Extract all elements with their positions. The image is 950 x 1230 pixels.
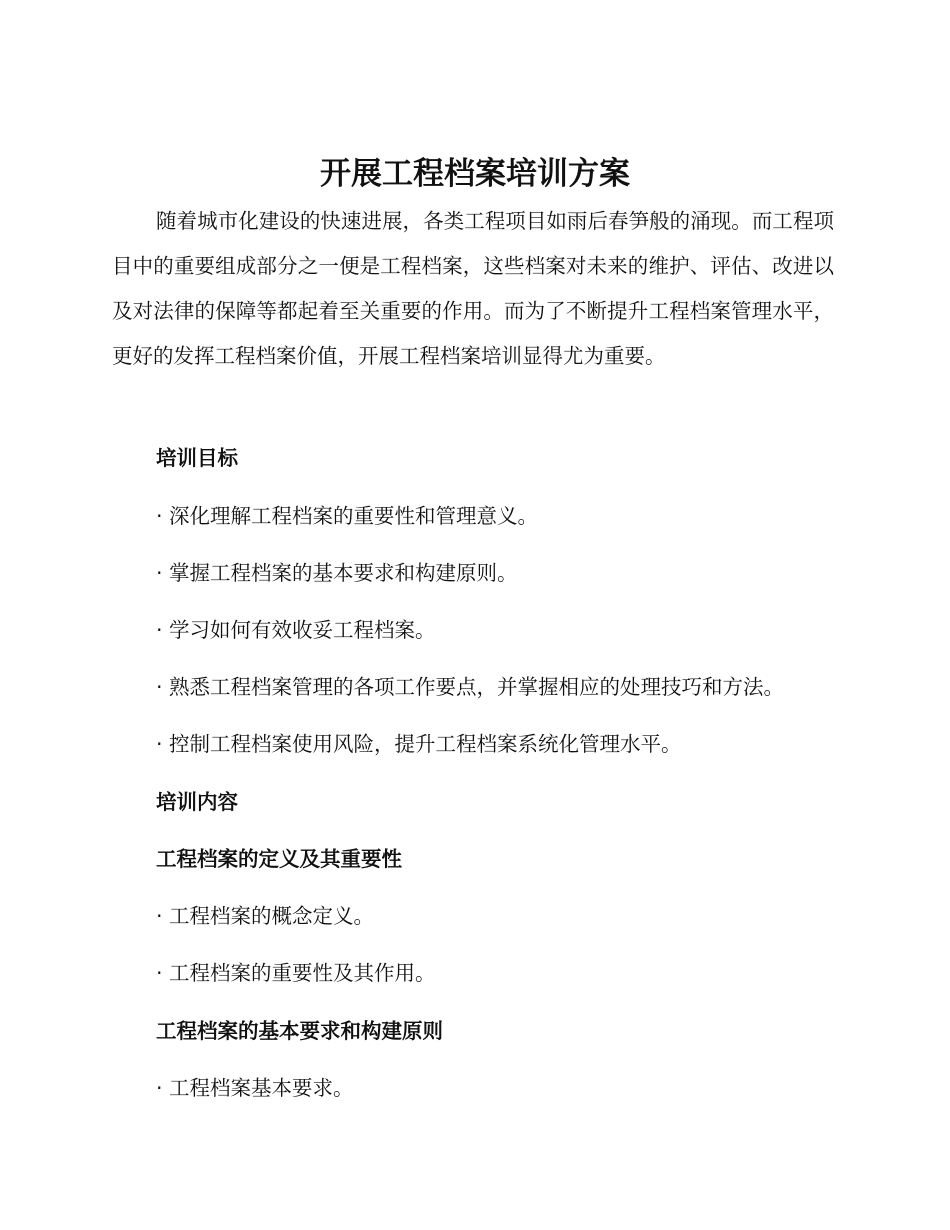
document-title: 开展工程档案培训方案	[320, 156, 630, 192]
intro-paragraph: 随着城市化建设的快速进展，各类工程项目如雨后春笋般的涌现。而工程项目中的重要组成部分之一便是工程档案，这些档案对未来的维护、评估、改进以及对法律的保障等都起着至关重要的作用。而为了不断提升工程档案管理水平，更好的发挥工程档案价值，开展工程档案培训显得尤为重要。	[112, 209, 834, 368]
list-item: · 掌握工程档案的基本要求和构建原则。	[156, 561, 518, 585]
list-item: · 工程档案的概念定义。	[156, 904, 375, 928]
subsection-heading-requirements: 工程档案的基本要求和构建原则	[156, 1019, 443, 1043]
list-item: · 熟悉工程档案管理的各项工作要点，并掌握相应的处理技巧和方法。	[156, 675, 785, 699]
list-item: · 深化理解工程档案的重要性和管理意义。	[156, 504, 539, 528]
section-heading-goals: 培训目标	[156, 446, 238, 470]
subsection-heading-definition: 工程档案的定义及其重要性	[156, 847, 402, 871]
list-item: · 工程档案的重要性及其作用。	[156, 961, 436, 985]
list-item: · 工程档案基本要求。	[156, 1076, 354, 1100]
list-item: · 控制工程档案使用风险，提升工程档案系统化管理水平。	[156, 732, 682, 756]
section-heading-content: 培训内容	[156, 790, 238, 814]
list-item: · 学习如何有效收妥工程档案。	[156, 618, 436, 642]
